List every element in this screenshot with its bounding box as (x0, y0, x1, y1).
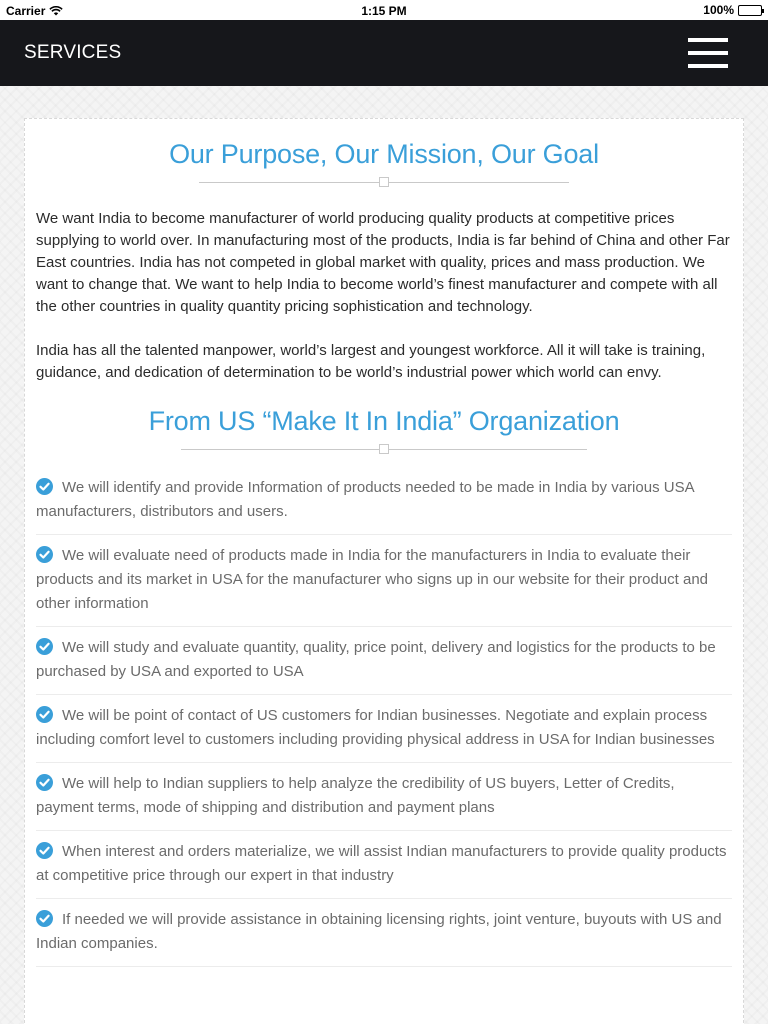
section-title-organization: From US “Make It In India” Organization (148, 406, 620, 436)
list-item (36, 467, 732, 535)
check-circle-icon (36, 638, 53, 655)
check-circle-icon (36, 546, 53, 563)
hamburger-menu-icon[interactable] (688, 38, 728, 68)
list-item-text: We will study and evaluate quantity, quality, price point, delivery and logistics for the products to be purchased by USA and exported to USA (36, 639, 716, 680)
status-bar (0, 0, 768, 20)
battery-icon (738, 5, 762, 16)
services-list (36, 467, 732, 967)
check-circle-icon (36, 706, 53, 723)
list-item-text: When interest and orders materialize, we will assist Indian manufacturers to provide quality products at competitive price through our expert in that industry (36, 843, 727, 884)
list-item-text: We will be point of contact of US customers for Indian businesses. Negotiate and explain process including comfort level to customers including providing physical address in USA for Indian businesses (36, 707, 715, 748)
carrier-label: Carrier (6, 4, 46, 18)
check-circle-icon (36, 774, 53, 791)
workforce-paragraph: India has all the talented manpower, world’s largest and youngest workforce. All it will take is training, guidance, and dedication of determination to be world’s industrial power which world can envy. (36, 342, 706, 381)
list-item (36, 535, 732, 627)
section-title-purpose: Our Purpose, Our Mission, Our Goal (169, 139, 599, 169)
list-item-text: If needed we will provide assistance in obtaining licensing rights, joint venture, buyouts with US and Indian companies. (36, 911, 722, 952)
list-item-text: We will help to Indian suppliers to help analyze the credibility of US buyers, Letter of Credits, payment terms, mode of shipping and distribution and payment plans (36, 775, 675, 816)
list-item (36, 899, 732, 967)
list-item (36, 627, 732, 695)
list-item-text: We will identify and provide Information of products needed to be made in India by various USA manufacturers, distributors and users. (36, 479, 694, 520)
divider-square-icon (379, 444, 389, 454)
check-circle-icon (36, 910, 53, 927)
list-item (36, 695, 732, 763)
check-circle-icon (36, 478, 53, 495)
divider-square-icon (379, 177, 389, 187)
status-time: 1:15 PM (361, 4, 407, 18)
title-divider (181, 443, 587, 455)
nav-bar (0, 20, 768, 86)
list-item-text: We will evaluate need of products made in India for the manufacturers in India to evaluate their products and its market in USA for the manufacturer who signs up in our website for their product and other information (36, 547, 709, 612)
battery-label: 100% (703, 3, 734, 17)
list-item (36, 831, 732, 899)
check-circle-icon (36, 842, 53, 859)
mission-paragraph: We want India to become manufacturer of world producing quality products at competitive prices supplying to world over. In manufacturing most of the products, India is far behind of China and other Far East countries. India has not competed in global market with quality, prices and mass production. We want to change that. We want to help India to become world’s finest manufacturer and compete with all the other countries in quality quantity pricing sophistication and technology. (36, 210, 730, 315)
list-item (36, 763, 732, 831)
title-divider (199, 176, 569, 188)
page-title: SERVICES (24, 42, 122, 63)
battery-indicator (703, 3, 762, 17)
content-card (24, 118, 744, 1024)
